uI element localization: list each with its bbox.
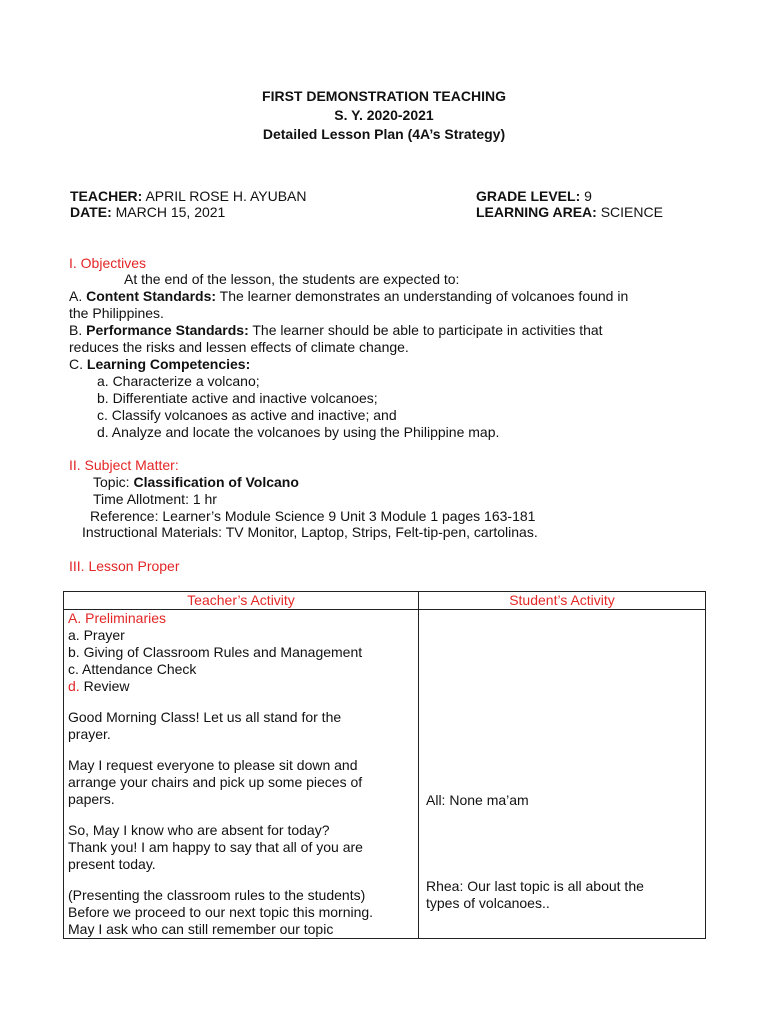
reference: Reference: Learner’s Module Science 9 Unit 3 Module 1 pages 163-181 bbox=[90, 508, 536, 524]
teacher-activity-cell bbox=[64, 610, 419, 939]
paragraph-line: May I ask who can still remember our topic bbox=[68, 921, 334, 937]
student-response bbox=[426, 878, 644, 912]
performance-standards-prefix: B. bbox=[69, 322, 87, 338]
prelim-item bbox=[68, 678, 414, 695]
content-standards-prefix: A. bbox=[69, 288, 87, 304]
area-value: SCIENCE bbox=[596, 204, 663, 220]
subject-heading: II. Subject Matter: bbox=[69, 457, 179, 473]
content-standards-label: Content Standards: bbox=[86, 288, 217, 304]
response-line: Rhea: Our last topic is all about the bbox=[426, 878, 644, 894]
topic-label: Topic: bbox=[93, 474, 134, 490]
date-label: DATE: bbox=[70, 204, 112, 220]
header-school-year: S. Y. 2020-2021 bbox=[334, 107, 434, 123]
learning-competencies-prefix: C. bbox=[69, 356, 87, 372]
paragraph-line: present today. bbox=[68, 856, 156, 872]
content-standards-text: The learner demonstrates an understanding of volcanoes found in bbox=[216, 288, 629, 304]
paragraph-line: Good Morning Class! Let us all stand for the bbox=[68, 709, 342, 725]
teacher-value: APRIL ROSE H. AYUBAN bbox=[142, 188, 307, 204]
paragraph-line: May I request everyone to please sit down and bbox=[68, 757, 358, 773]
performance-standards-cont: reduces the risks and lessen effects of climate change. bbox=[69, 339, 409, 355]
performance-standards-label: Performance Standards: bbox=[86, 322, 249, 338]
learning-competencies-label: Learning Competencies: bbox=[86, 356, 251, 372]
header-title: FIRST DEMONSTRATION TEACHING bbox=[262, 88, 506, 104]
lesson-heading: III. Lesson Proper bbox=[69, 558, 180, 574]
area-label: LEARNING AREA: bbox=[476, 204, 597, 220]
table-header-row bbox=[64, 592, 706, 610]
teacher-paragraph bbox=[68, 757, 414, 808]
teacher-paragraph bbox=[68, 822, 414, 873]
document-header bbox=[0, 87, 768, 144]
student-activity-header: Student’s Activity bbox=[419, 592, 706, 610]
header-subtitle: Detailed Lesson Plan (4A’s Strategy) bbox=[262, 126, 506, 142]
paragraph-line: Thank you! I am happy to say that all of you are bbox=[68, 839, 363, 855]
student-response: All: None ma’am bbox=[426, 792, 529, 808]
table-row bbox=[64, 610, 706, 939]
content-standards-cont: the Philippines. bbox=[69, 305, 164, 321]
prelim-item: b. Giving of Classroom Rules and Management bbox=[68, 644, 363, 660]
paragraph-line: papers. bbox=[68, 791, 115, 807]
content-standards bbox=[69, 288, 628, 305]
time-allotment: Time Allotment: 1 hr bbox=[93, 491, 217, 507]
prelim-item: c. Attendance Check bbox=[68, 661, 197, 677]
response-line: types of volcanoes.. bbox=[426, 895, 550, 911]
prelim-item: a. Prayer bbox=[68, 627, 125, 643]
student-activity-cell bbox=[419, 610, 706, 939]
teacher-activity-header: Teacher’s Activity bbox=[64, 592, 419, 610]
grade-value: 9 bbox=[580, 188, 592, 204]
competency-item: b. Differentiate active and inactive volcanoes; bbox=[97, 390, 378, 406]
performance-standards bbox=[69, 322, 603, 339]
paragraph-line: So, May I know who are absent for today? bbox=[68, 822, 330, 838]
paragraph-line: Before we proceed to our next topic this morning. bbox=[68, 904, 374, 920]
competency-item: a. Characterize a volcano; bbox=[97, 373, 260, 389]
competency-item: d. Analyze and locate the volcanoes by using the Philippine map. bbox=[97, 424, 500, 440]
objectives-intro: At the end of the lesson, the students are expected to: bbox=[124, 271, 460, 287]
topic-line bbox=[93, 474, 299, 491]
date-info bbox=[70, 204, 225, 221]
performance-standards-text: The learner should be able to participate in activities that bbox=[248, 322, 603, 338]
topic-value: Classification of Volcano bbox=[133, 474, 299, 490]
teacher-paragraph bbox=[68, 709, 414, 743]
area-info bbox=[476, 204, 663, 221]
paragraph-line: arrange your chairs and pick up some pieces of bbox=[68, 774, 363, 790]
review-letter: d. bbox=[68, 678, 80, 694]
review-text: Review bbox=[79, 678, 130, 694]
grade-label: GRADE LEVEL: bbox=[476, 188, 581, 204]
teacher-paragraph bbox=[68, 887, 414, 938]
competency-item: c. Classify volcanoes as active and inactive; and bbox=[97, 407, 397, 423]
objectives-heading: I. Objectives bbox=[69, 255, 147, 271]
instructional-materials: Instructional Materials: TV Monitor, Laptop, Strips, Felt-tip-pen, cartolinas. bbox=[82, 524, 538, 540]
paragraph-line: prayer. bbox=[68, 726, 111, 742]
teacher-label: TEACHER: bbox=[70, 188, 143, 204]
teacher-info bbox=[70, 188, 307, 205]
learning-competencies bbox=[69, 356, 250, 373]
paragraph-line: (Presenting the classroom rules to the students) bbox=[68, 887, 366, 903]
date-value: MARCH 15, 2021 bbox=[111, 204, 226, 220]
lesson-table bbox=[63, 591, 706, 939]
grade-info bbox=[476, 188, 592, 205]
preliminaries-heading: A. Preliminaries bbox=[68, 610, 167, 626]
